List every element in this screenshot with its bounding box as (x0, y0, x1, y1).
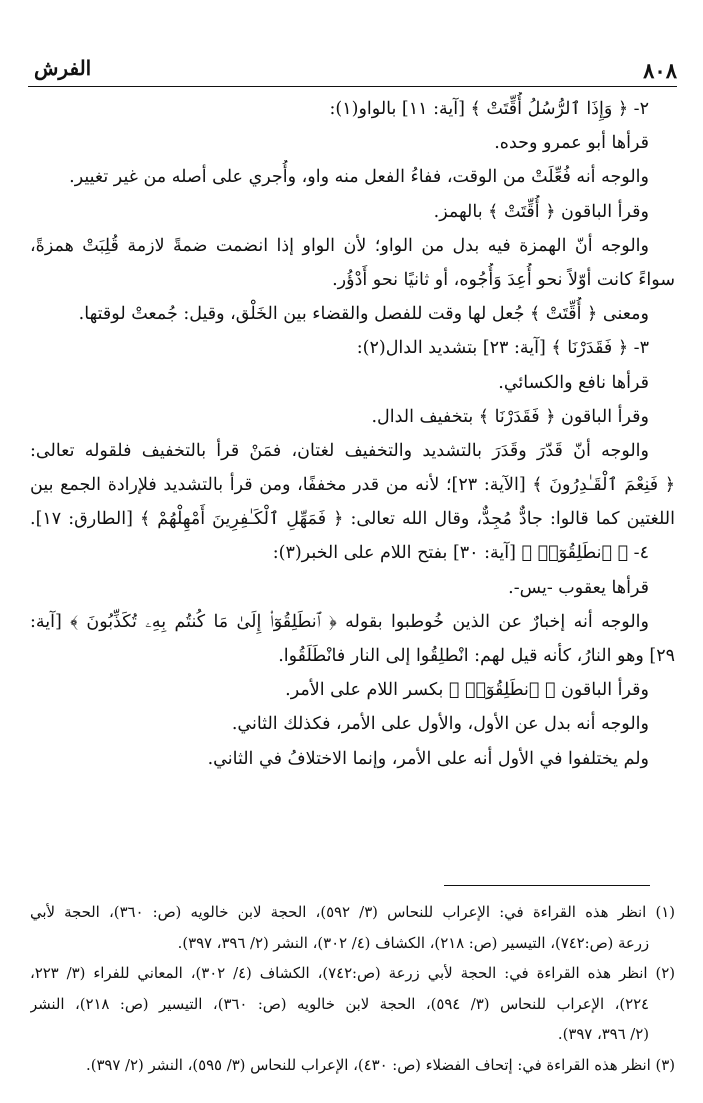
text-line: قرأها يعقوب -يس-. (508, 577, 649, 598)
text-line: سواءً كانت أوّلاً نحو أُعِدَ وَأُجُوه، أو ثانيًا نحو أَدْؤُر. (332, 269, 675, 290)
footnote-line: (٢/ ٣٩٦، ٣٩٧). (557, 1026, 649, 1044)
text-line: ٤- ﴿ ٱنطَلِقُوٓا۟ ﴾ [آية: ٣٠] بفتح اللام على الخبر(٣): (272, 543, 649, 564)
text-line: ومعنى ﴿ أُقِّتَتْ ﴾ جُعل لها وقت للفصل والقضاء بين الخَلْق، وقيل: جُمعتْ لوقتها. (78, 304, 649, 325)
text-line: والوجه أنه بدل عن الأول، والأول على الأمر، فكذلك الثاني. (231, 714, 649, 735)
text-line: والوجه أنّ الهمزة فيه بدل من الواو؛ لأن الواو إذا انضمت ضمةً لازمة قُلِبَتْ همزةً، (30, 235, 649, 256)
text-line: قرأها نافع والكسائي. (498, 372, 649, 393)
running-title: الفرش (34, 56, 92, 80)
footnotes (30, 898, 675, 1082)
text-line: ﴿ فَنِعْمَ ٱلْقَـٰدِرُونَ ﴾ [الآية: ٢٣]؛ لأنه من قدر مخففًا، ومن قرأ بالتشديد فلإرادة الجمع بين (30, 475, 675, 496)
text-line: والوجه أنه إخبارٌ عن الذين خُوطبوا بقوله ﴿ ٱنطَلِقُوٓا۟ إِلَىٰ مَا كُنتُم بِهِۦ تُكَذِّبُونَ ﴾ [آية: (30, 611, 649, 632)
footnote-line: زرعة (ص:٧٤٢)، التيسير (ص: ٢١٨)، الكشاف (٤/ ٣٠٢)، النشر (٢/ ٣٩٦، ٣٩٧). (177, 934, 649, 952)
text-line: ٢٩] وهو النارُ، كأنه قيل لهم: انْطلِقُوا إلى النار فانْطَلَقُوا. (278, 646, 675, 666)
footnote-line: (٣) انظر هذه القراءة في: إتحاف الفضلاء (ص: ٤٣٠)، الإعراب للنحاس (٣/ ٥٩٥)، النشر (٢/ ٣٩٧). (85, 1056, 675, 1074)
text-line: ٢- ﴿ وَإِذَا ٱلرُّسُلُ أُقِّتَتْ ﴾ [آية: ١١] بالواو(١): (329, 99, 649, 119)
footnote-line: (٢) انظر هذه القراءة في: الحجة لأبي زرعة (ص:٧٤٢)، الكشاف (٤/ ٣٠٢)، المعاني للفراء (٣/ ٢٢٣، (30, 965, 675, 983)
text-line: قرأها أبو عمرو وحده. (494, 133, 649, 154)
page-header (28, 52, 677, 87)
text-line: اللغتين كما قالوا: جادٌّ مُجِدٌّ، وقال الله تعالى: ﴿ فَمَهِّلِ ٱلْكَـٰفِرِينَ أَمْهِلْهُمْ ﴾ [الطارق: ١٧]. (30, 509, 675, 530)
footnote-divider (444, 885, 650, 886)
text-line: ٣- ﴿ فَقَدَرْنَا ﴾ [آية: ٢٣] بتشديد الدال(٢): (356, 338, 649, 359)
footnote-line: (١) انظر هذه القراءة في: الإعراب للنحاس (٣/ ٥٩٢)، الحجة لابن خالويه (ص: ٣٦٠)، الحجة لأبي (30, 904, 675, 921)
text-line: ولم يختلفوا في الأول أنه على الأمر، وإنما الاختلافُ في الثاني. (207, 748, 649, 769)
text-line: وقرأ الباقون ﴿ فَقَدَرْنَا ﴾ بتخفيف الدال. (371, 406, 649, 427)
text-line: وقرأ الباقون ﴿ ٱنطَلِقُوٓا۟ ﴾ بكسر اللام على الأمر. (285, 680, 649, 701)
text-line: والوجه أنه فُعِّلَتْ من الوقت، ففاءُ الفعل منه واو، وأُجري على أصله من غير تغيير. (69, 167, 649, 188)
footnote-line: ٢٢٤)، الإعراب للنحاس (٣/ ٥٩٤)، الحجة لابن خالويه (ص: ٣٦٠)، التيسير (ص: ٢١٨)، النشر (30, 995, 649, 1013)
page-number: ٨٠٨ (643, 58, 677, 83)
text-line: وقرأ الباقون ﴿ أُقِّتَتْ ﴾ بالهمز. (433, 201, 649, 222)
main-text (30, 92, 675, 776)
text-line: والوجه أنّ قَدّرَ وقَدَرَ بالتشديد والتخفيف لغتان، فمَنْ قرأ بالتخفيف فلقوله تعالى: (30, 440, 649, 461)
